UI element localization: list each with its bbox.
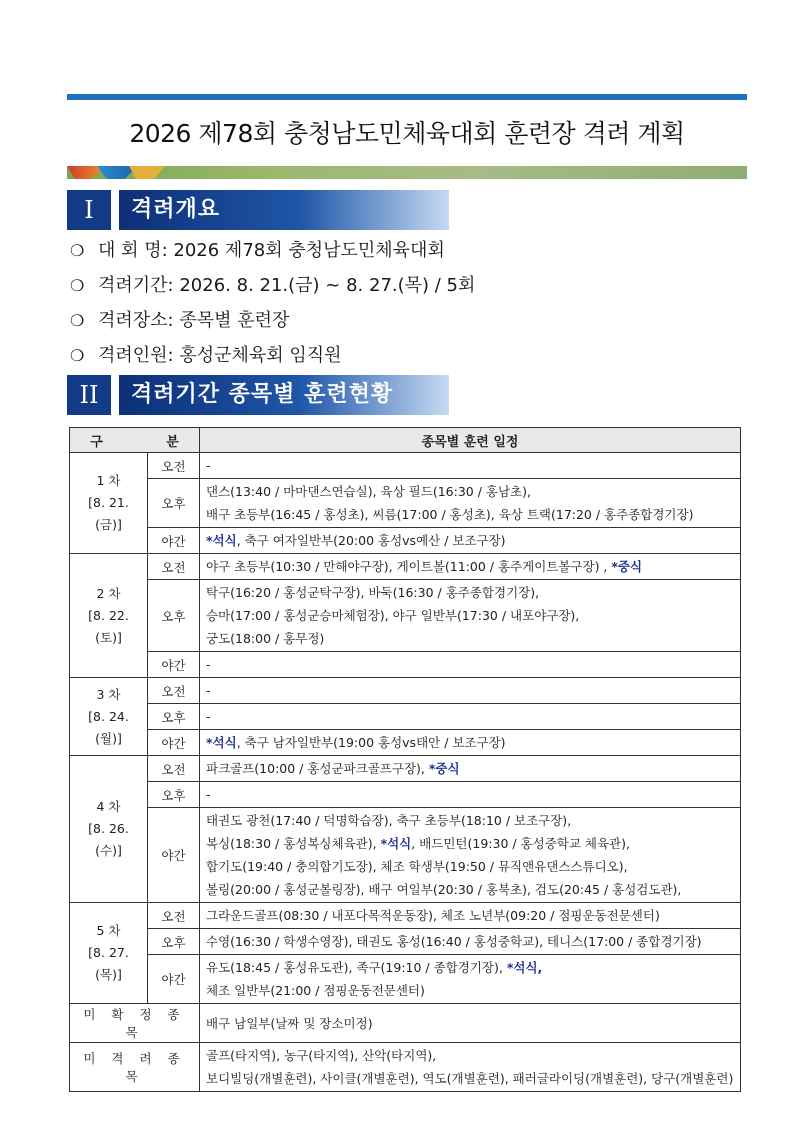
- slot-label: 야간: [148, 808, 200, 903]
- round-cell: 4 차 [8. 26.(수)]: [70, 756, 148, 903]
- schedule-cell: 유도(18:45 / 홍성유도관), 족구(19:10 / 종합경기장), *석식, 체조 일반부(21:00 / 점핑운동전문센터): [200, 955, 741, 1004]
- section-number: II: [67, 375, 111, 415]
- section-header-overview: [67, 190, 447, 230]
- undecided-label: 미 확 정 종 목: [70, 1004, 200, 1043]
- round-cell: 2 차 [8. 22.(토)]: [70, 554, 148, 678]
- table-header-row: [70, 428, 741, 453]
- table-row: [70, 903, 741, 929]
- round-cell: 1 차 [8. 21.(금)]: [70, 453, 148, 554]
- slot-label: 오전: [148, 453, 200, 479]
- banner-accent-yellow: [129, 166, 165, 179]
- table-row: [70, 730, 741, 756]
- section-number: I: [67, 190, 111, 230]
- table-row: [70, 479, 741, 528]
- round-cell: 5 차 [8. 27.(목)]: [70, 903, 148, 1004]
- slot-label: 오후: [148, 704, 200, 730]
- slot-label: 야간: [148, 955, 200, 1004]
- schedule-table: [69, 427, 741, 1092]
- round-cell: 3 차 [8. 24.(월)]: [70, 678, 148, 756]
- schedule-cell: -: [200, 453, 741, 479]
- slot-label: 오전: [148, 903, 200, 929]
- table-row: [70, 580, 741, 652]
- top-rule: [67, 94, 747, 100]
- section-title: 격려개요: [119, 190, 449, 230]
- slot-label: 야간: [148, 730, 200, 756]
- page-title: 2026 제78회 충청남도민체육대회 훈련장 격려 계획: [129, 119, 685, 148]
- decorative-banner: [67, 166, 747, 179]
- schedule-cell: 수영(16:30 / 학생수영장), 태권도 홍성(16:40 / 홍성중학교), 테니스(17:00 / 종합경기장): [200, 929, 741, 955]
- slot-label: 오후: [148, 580, 200, 652]
- schedule-cell: -: [200, 678, 741, 704]
- header-category: 구 분: [70, 428, 200, 453]
- undecided-value: 배구 남일부(날짜 및 장소미정): [200, 1004, 741, 1043]
- overview-item: ❍ 대 회 명: 2026 제78회 충청남도민체육대회: [70, 240, 445, 261]
- overview-list: [70, 238, 710, 378]
- slot-label: 오후: [148, 782, 200, 808]
- unvisited-label: 미 격 려 종 목: [70, 1043, 200, 1092]
- slot-label: 오전: [148, 678, 200, 704]
- table-row: [70, 678, 741, 704]
- schedule-cell: *석식, 축구 여자일반부(20:00 홍성vs예산 / 보조구장): [200, 528, 741, 554]
- schedule-cell: 파크골프(10:00 / 홍성군파크골프구장), *중식: [200, 756, 741, 782]
- schedule-cell: 댄스(13:40 / 마마댄스연습실), 육상 필드(16:30 / 홍남초), 배구 초등부(16:45 / 홍성초), 씨름(17:00 / 홍성초), 육상 트랙(17:20 / 홍주종합경기장): [200, 479, 741, 528]
- overview-item: ❍ 격려장소: 종목별 훈련장: [70, 310, 290, 331]
- section-title: 격려기간 종목별 훈련현황: [119, 375, 449, 415]
- slot-label: 오전: [148, 756, 200, 782]
- table-row-undecided: [70, 1004, 741, 1043]
- schedule-cell: 야구 초등부(10:30 / 만해야구장), 게이트볼(11:00 / 홍주게이트볼구장) , *중식: [200, 554, 741, 580]
- table-row: [70, 704, 741, 730]
- section-header-schedule: [67, 375, 447, 415]
- table-row: [70, 756, 741, 782]
- schedule-cell: -: [200, 704, 741, 730]
- table-row: [70, 453, 741, 479]
- table-row: [70, 955, 741, 1004]
- schedule-cell: 태권도 광천(17:40 / 덕명학습장), 축구 초등부(18:10 / 보조구장), 복싱(18:30 / 홍성복싱체육관), *석식, 배드민턴(19:30 / 홍성중학교 체육관), 합기도(19:40 / 충의합기도장), 체조 학생부(19:50 / 뮤직앤유댄스스튜디오), 볼링(20:00 / 홍성군볼링장), 배구 여일부(20:30 / 홍북초), 검도(20:45 / 홍성검도관),: [200, 808, 741, 903]
- slot-label: 오후: [148, 479, 200, 528]
- table-row: [70, 782, 741, 808]
- schedule-cell: -: [200, 652, 741, 678]
- schedule-cell: 그라운드골프(08:30 / 내포다목적운동장), 체조 노년부(09:20 / 점핑운동전문센터): [200, 903, 741, 929]
- overview-item: ❍ 격려인원: 홍성군체육회 임직원: [70, 345, 342, 366]
- schedule-cell: *석식, 축구 남자일반부(19:00 홍성vs태안 / 보조구장): [200, 730, 741, 756]
- schedule-cell: 탁구(16:20 / 홍성군탁구장), 바둑(16:30 / 홍주종합경기장), 승마(17:00 / 홍성군승마체험장), 야구 일반부(17:30 / 내포야구장), 궁도(18:00 / 홍무정): [200, 580, 741, 652]
- table-row: [70, 528, 741, 554]
- table-row: [70, 554, 741, 580]
- slot-label: 오후: [148, 929, 200, 955]
- overview-item: ❍ 격려기간: 2026. 8. 21.(금) ~ 8. 27.(목) / 5회: [70, 275, 476, 296]
- table-row: [70, 808, 741, 903]
- header-schedule: 종목별 훈련 일정: [200, 428, 741, 453]
- table-row-unvisited: [70, 1043, 741, 1092]
- unvisited-value: 골프(타지역), 농구(타지역), 산악(타지역), 보디빌딩(개별훈련), 사이클(개별훈련), 역도(개별훈련), 패러글라이딩(개별훈련), 당구(개별훈련): [200, 1043, 741, 1092]
- slot-label: 야간: [148, 652, 200, 678]
- slot-label: 야간: [148, 528, 200, 554]
- table-row: [70, 652, 741, 678]
- table-row: [70, 929, 741, 955]
- slot-label: 오전: [148, 554, 200, 580]
- schedule-cell: -: [200, 782, 741, 808]
